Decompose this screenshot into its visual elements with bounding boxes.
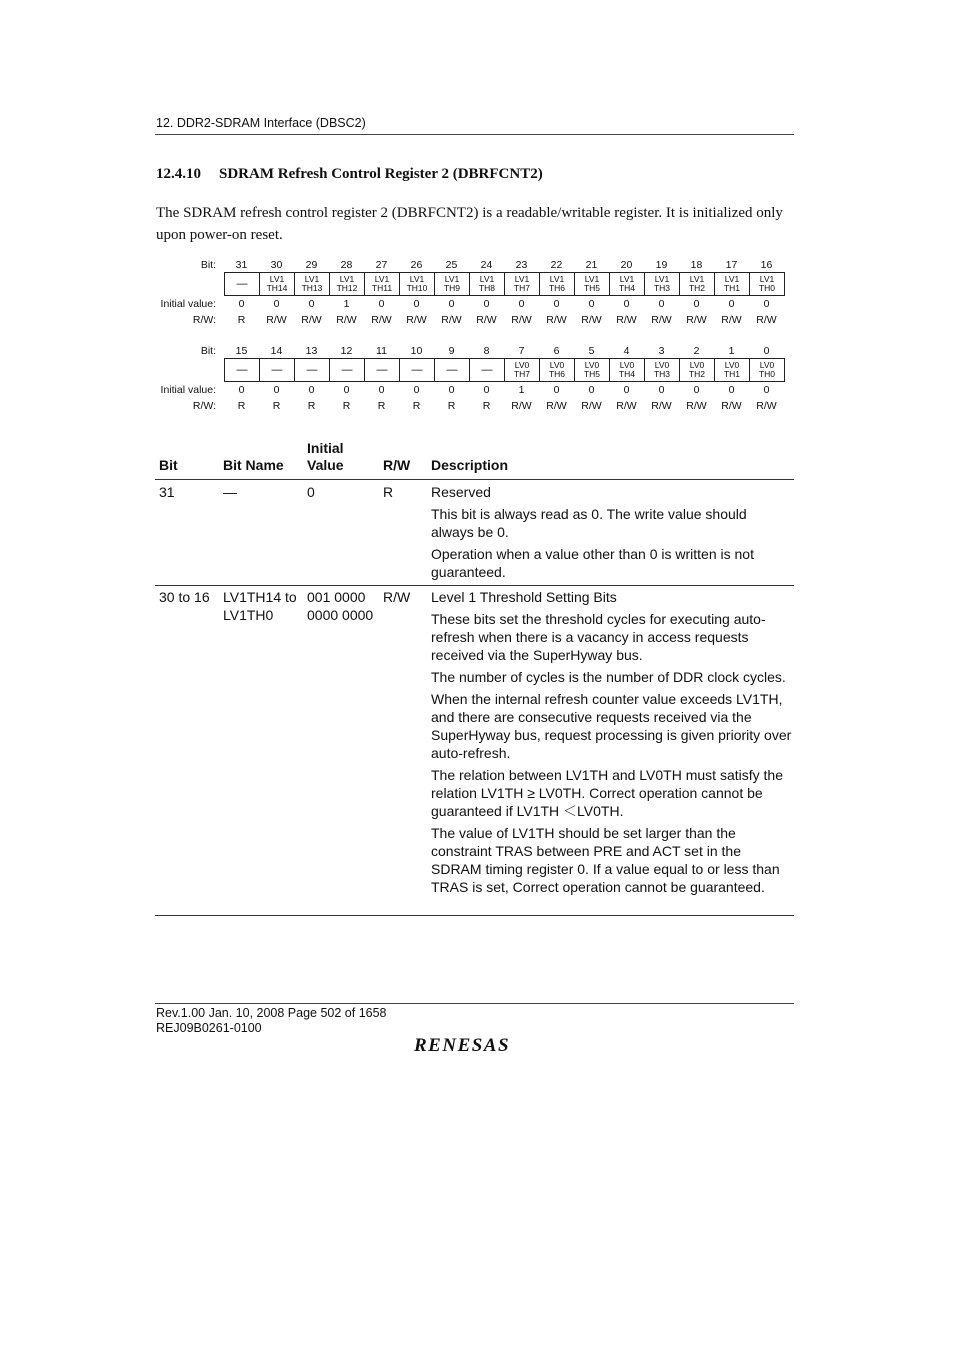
register-field-line: TH5	[583, 283, 601, 293]
register-field-line: TH10	[406, 283, 428, 293]
register-initial-value: 0	[448, 384, 455, 396]
register-rw-value: R/W	[651, 400, 672, 412]
register-label-rw: R/W:	[192, 400, 216, 412]
row1-desc-line: Operation when a value other than 0 is written is not guaranteed.	[431, 546, 754, 580]
register-field	[679, 273, 714, 295]
register-bit-number: 0	[763, 345, 770, 357]
register-field-line: TH6	[548, 369, 566, 379]
register-initial-value: 0	[238, 298, 245, 310]
register-bit-number: 12	[340, 345, 353, 357]
register-rw-value: R	[342, 400, 351, 412]
register-bit-number: 17	[725, 259, 738, 271]
row1-rw: R	[383, 484, 394, 500]
register-field-line: —	[446, 363, 458, 376]
register-field-line: —	[341, 363, 353, 376]
register-bit-number: 11	[376, 345, 387, 357]
register-initial-value: 0	[588, 384, 595, 396]
register-initial-value: 0	[588, 298, 595, 310]
register-label-initial: Initial value:	[160, 298, 216, 310]
register-initial-value: 0	[658, 384, 665, 396]
register-initial-value: 0	[273, 298, 280, 310]
register-initial-value: 0	[238, 384, 245, 396]
register-bit-number: 3	[658, 345, 665, 357]
register-bit-number: 14	[270, 345, 283, 357]
register-fields	[224, 358, 785, 382]
register-bit-number: 18	[690, 259, 703, 271]
header-rule	[155, 134, 794, 135]
register-field-line: TH8	[478, 283, 496, 293]
register-bit-number: 1	[728, 345, 735, 357]
register-rw-value: R/W	[581, 400, 602, 412]
register-bit-number: 13	[305, 345, 318, 357]
register-initial-value: 0	[693, 384, 700, 396]
register-bit-number: 10	[410, 345, 423, 357]
register-rw-value: R/W	[546, 400, 567, 412]
register-bit-number: 6	[553, 345, 560, 357]
row2-bit: 30 to 16	[159, 589, 210, 605]
register-field	[329, 359, 364, 381]
register-field-line: TH2	[688, 369, 706, 379]
renesas-logo-svg	[412, 1034, 534, 1056]
register-field-line: TH1	[723, 369, 741, 379]
chapter-header: 12. DDR2-SDRAM Interface (DBSC2)	[156, 116, 366, 130]
register-field-line: LV1	[444, 274, 460, 284]
section-title-text: SDRAM Refresh Control Register 2 (DBRFCNT2)	[219, 166, 543, 182]
register-initial-value: 1	[343, 298, 350, 310]
register-rw-value: R/W	[686, 400, 707, 412]
register-field	[225, 359, 259, 381]
register-field-line: LV1	[619, 274, 635, 284]
register-bit-number: 15	[235, 345, 248, 357]
register-label-bit: Bit:	[200, 259, 216, 271]
register-bit-number: 24	[480, 259, 493, 271]
register-field-line: LV1	[269, 274, 285, 284]
register-field	[749, 273, 784, 295]
register-rw-value: R	[272, 400, 281, 412]
register-field	[364, 273, 399, 295]
register-initial-value: 0	[763, 298, 770, 310]
col-header-bit: Bit	[159, 457, 178, 473]
register-field	[714, 359, 749, 381]
register-rw-value: R/W	[686, 314, 707, 326]
register-bit-number: 19	[655, 259, 668, 271]
register-rw-value: R/W	[371, 314, 392, 326]
row2-desc-line: These bits set the threshold cycles for executing auto-refresh when there is a vacancy in access requests received via the SuperHyway bus.	[431, 611, 766, 663]
register-rw-value: R	[237, 314, 246, 326]
row2-desc-line: The relation between LV1TH and LV0TH must satisfy the relation LV1TH ≥ LV0TH. Correct operation cannot be guaranteed if LV1TH ＜LV0TH.	[431, 767, 783, 819]
table-bottom-rule	[155, 915, 794, 916]
register-field-line: —	[411, 363, 423, 376]
register-rw-value: R/W	[511, 400, 532, 412]
section-number: 12.4.10	[156, 166, 201, 182]
register-field	[259, 359, 294, 381]
register-initial-value: 0	[483, 298, 490, 310]
register-field	[609, 359, 644, 381]
register-initial-value: 0	[553, 298, 560, 310]
register-field-line: TH12	[336, 283, 358, 293]
register-initial-value: 0	[623, 298, 630, 310]
register-initial-value: 0	[273, 384, 280, 396]
register-rw-value: R	[482, 400, 491, 412]
register-initial-value: 0	[448, 298, 455, 310]
register-initial-value: 0	[413, 384, 420, 396]
register-initial-value: 0	[518, 298, 525, 310]
footer-docnumber: REJ09B0261-0100	[156, 1021, 262, 1035]
register-field	[504, 273, 539, 295]
register-bit-number: 27	[375, 259, 388, 271]
register-rw-value: R	[307, 400, 316, 412]
register-bit-number: 16	[760, 259, 773, 271]
register-rw-value: R/W	[336, 314, 357, 326]
register-field-line: LV1	[584, 274, 600, 284]
register-initial-value: 0	[553, 384, 560, 396]
register-rw-value: R/W	[581, 314, 602, 326]
register-field-line: TH2	[688, 283, 706, 293]
register-field-line: —	[236, 363, 248, 376]
register-field-line: LV0	[724, 360, 740, 370]
register-rw-value: R/W	[651, 314, 672, 326]
register-field	[329, 273, 364, 295]
register-initial-value: 0	[658, 298, 665, 310]
register-rw-value: R/W	[721, 314, 742, 326]
register-rw-value: R/W	[721, 400, 742, 412]
register-rw-value: R/W	[266, 314, 287, 326]
register-bit-number: 21	[585, 259, 598, 271]
register-bit-number: 28	[340, 259, 353, 271]
register-rw-value: R/W	[546, 314, 567, 326]
register-initial-value: 0	[343, 384, 350, 396]
register-field	[399, 359, 434, 381]
register-fields	[224, 272, 785, 296]
register-field-line: —	[481, 363, 493, 376]
register-field-line: TH13	[301, 283, 323, 293]
register-field	[574, 273, 609, 295]
register-bit-number: 22	[550, 259, 563, 271]
register-initial-value: 0	[308, 384, 315, 396]
register-field	[294, 273, 329, 295]
register-field-line: LV1	[549, 274, 565, 284]
register-initial-value: 0	[763, 384, 770, 396]
register-field	[714, 273, 749, 295]
register-field-line: —	[236, 277, 248, 290]
register-label-bit: Bit:	[200, 345, 216, 357]
register-field	[574, 359, 609, 381]
register-field-line: LV1	[374, 274, 390, 284]
register-initial-value: 1	[518, 384, 525, 396]
col-header-rw: R/W	[383, 457, 411, 473]
register-field	[644, 359, 679, 381]
register-rw-value: R/W	[406, 314, 427, 326]
register-field	[609, 273, 644, 295]
register-bit-number: 7	[518, 345, 525, 357]
register-field-line: LV1	[409, 274, 425, 284]
register-bit-number: 8	[483, 345, 490, 357]
register-field-line: LV1	[479, 274, 495, 284]
register-field-line: LV1	[304, 274, 320, 284]
register-field-line: LV0	[654, 360, 670, 370]
row1-bit: 31	[159, 484, 175, 500]
register-rw-value: R/W	[616, 314, 637, 326]
register-field-line: TH6	[548, 283, 566, 293]
row2-initial: 001 0000 0000 0000	[307, 589, 374, 623]
register-field-line: —	[306, 363, 318, 376]
register-initial-value: 0	[413, 298, 420, 310]
register-initial-value: 0	[378, 384, 385, 396]
register-field	[679, 359, 714, 381]
register-field-line: TH1	[723, 283, 741, 293]
register-initial-value: 0	[728, 298, 735, 310]
table-header-rule	[155, 479, 794, 480]
col-header-bitname: Bit Name	[223, 457, 284, 473]
row1-desc-line: This bit is always read as 0. The write value should always be 0.	[431, 506, 747, 540]
register-bit-number: 9	[448, 345, 455, 357]
register-rw-value: R/W	[756, 314, 777, 326]
row1-desc-line: Reserved	[431, 484, 491, 500]
register-field-line: LV0	[584, 360, 600, 370]
register-bit-number: 29	[305, 259, 318, 271]
register-rw-value: R	[237, 400, 246, 412]
register-field-line: TH0	[758, 283, 776, 293]
register-label-initial: Initial value:	[160, 384, 216, 396]
register-field-line: TH11	[371, 283, 393, 293]
register-rw-value: R/W	[301, 314, 322, 326]
row2-desc-line: Level 1 Threshold Setting Bits	[431, 589, 617, 605]
register-rw-value: R/W	[616, 400, 637, 412]
register-bit-number: 23	[515, 259, 528, 271]
register-field-line: TH9	[443, 283, 461, 293]
footer-revision: Rev.1.00 Jan. 10, 2008 Page 502 of 1658	[156, 1006, 387, 1020]
register-field-line: LV1	[759, 274, 775, 284]
row2-description	[431, 588, 793, 900]
row2-desc-line: When the internal refresh counter value exceeds LV1TH, and there are consecutive requests received via the SuperHyway bus, request processing is given priority over auto-refresh.	[431, 691, 792, 761]
register-field-line: LV1	[339, 274, 355, 284]
col-header-initial: Initial	[307, 440, 344, 456]
register-field-line: TH4	[618, 283, 636, 293]
renesas-logo	[412, 1034, 534, 1061]
register-field	[294, 359, 329, 381]
intro-paragraph: The SDRAM refresh control register 2 (DBRFCNT2) is a readable/writable register. It is initialized only upon power-on reset.	[156, 205, 783, 243]
register-initial-value: 0	[308, 298, 315, 310]
register-field-line: LV0	[619, 360, 635, 370]
register-rw-value: R/W	[756, 400, 777, 412]
register-field	[539, 359, 574, 381]
logo-text: RENESAS	[414, 1035, 511, 1056]
register-field	[225, 273, 259, 295]
register-field-line: TH4	[618, 369, 636, 379]
register-initial-value: 0	[728, 384, 735, 396]
register-bit-number: 20	[620, 259, 633, 271]
register-field-line: TH3	[653, 369, 671, 379]
register-field-line: TH0	[758, 369, 776, 379]
row2-rw: R/W	[383, 589, 411, 605]
row2-desc-line: The value of LV1TH should be set larger than the constraint TRAS between PRE and ACT set in the SDRAM timing register 0. If a value equal to or less than TRAS is set, Correct operation cannot be guaranteed.	[431, 825, 780, 895]
register-bit-number: 5	[588, 345, 595, 357]
register-field	[364, 359, 399, 381]
register-initial-value: 0	[483, 384, 490, 396]
register-bit-number: 30	[270, 259, 283, 271]
register-field-line: TH3	[653, 283, 671, 293]
row2-bitname: LV1TH14 to LV1TH0	[223, 589, 297, 623]
row1-initial: 0	[307, 484, 315, 500]
register-field	[399, 273, 434, 295]
register-field	[644, 273, 679, 295]
register-rw-value: R/W	[476, 314, 497, 326]
register-bit-number: 25	[445, 259, 458, 271]
row1-description	[431, 483, 793, 585]
register-bit-number: 26	[410, 259, 423, 271]
register-field	[469, 359, 504, 381]
register-field	[259, 273, 294, 295]
register-rw-value: R	[447, 400, 456, 412]
register-bit-number: 2	[693, 345, 700, 357]
table-row-rule	[155, 585, 794, 586]
register-field	[434, 273, 469, 295]
register-field-line: —	[271, 363, 283, 376]
register-field-line: LV1	[724, 274, 740, 284]
register-label-rw: R/W:	[192, 314, 216, 326]
register-field-line: TH7	[513, 283, 531, 293]
register-initial-value: 0	[623, 384, 630, 396]
register-field-line: LV0	[549, 360, 565, 370]
register-field-line: TH7	[513, 369, 531, 379]
register-field-line: LV0	[514, 360, 530, 370]
footer	[156, 1006, 387, 1036]
register-field	[749, 359, 784, 381]
register-field	[504, 359, 539, 381]
register-field-line: —	[376, 363, 388, 376]
row1-bitname: —	[223, 484, 237, 500]
register-rw-value: R/W	[511, 314, 532, 326]
register-rw-value: R	[377, 400, 386, 412]
register-initial-value: 0	[693, 298, 700, 310]
col-header-description: Description	[431, 457, 509, 473]
register-initial-value: 0	[378, 298, 385, 310]
register-field-line: LV0	[759, 360, 775, 370]
register-rw-value: R/W	[441, 314, 462, 326]
section-title	[156, 166, 543, 183]
register-field-line: LV1	[654, 274, 670, 284]
register-field	[539, 273, 574, 295]
register-bit-number: 4	[623, 345, 630, 357]
footer-rule	[155, 1003, 794, 1004]
register-field-line: TH5	[583, 369, 601, 379]
register-field-line: LV1	[689, 274, 705, 284]
register-rw-value: R	[412, 400, 421, 412]
register-field	[434, 359, 469, 381]
register-field-line: TH14	[266, 283, 288, 293]
register-field-line: LV1	[514, 274, 530, 284]
register-bit-number: 31	[235, 259, 248, 271]
col-header-value: Value	[307, 457, 344, 473]
row2-desc-line: The number of cycles is the number of DDR clock cycles.	[431, 669, 786, 685]
register-field	[469, 273, 504, 295]
register-field-line: LV0	[689, 360, 705, 370]
